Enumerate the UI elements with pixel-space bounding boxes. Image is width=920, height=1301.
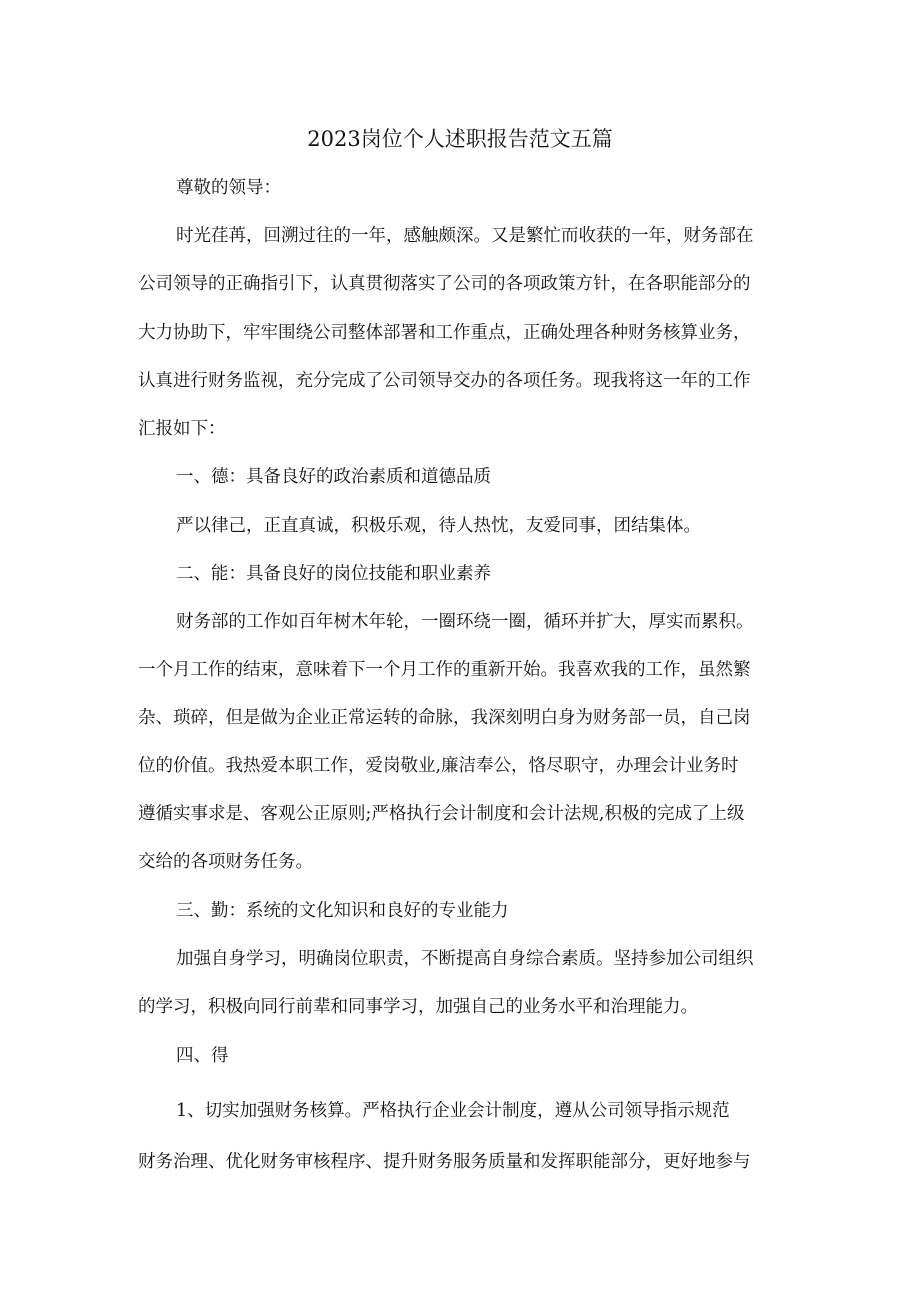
paragraph-line: 杂、琐碎，但是做为企业正常运转的命脉，我深刻明白身为财务部一员，自己岗 <box>138 708 751 728</box>
page-title: 2023岗位个人述职报告范文五篇 <box>307 127 613 151</box>
section-heading: 一、德：具备良好的政治素质和道德品质 <box>176 467 491 487</box>
paragraph-line: 的学习，积极向同行前辈和同事学习，加强自己的业务水平和治理能力。 <box>138 997 698 1017</box>
paragraph-line: 严以律己，正直真诚，积极乐观，待人热忱，友爱同事，团结集体。 <box>176 516 701 536</box>
paragraph-line: 认真进行财务监视，充分完成了公司领导交办的各项任务。现我将这一年的工作 <box>138 371 751 391</box>
salutation: 尊敬的领导： <box>176 178 281 198</box>
paragraph-line: 加强自身学习，明确岗位职责，不断提高自身综合素质。坚持参加公司组织 <box>176 949 754 969</box>
paragraph-line: 公司领导的正确指引下，认真贯彻落实了公司的各项政策方针，在各职能部分的 <box>138 274 751 294</box>
section-heading: 三、勤：系统的文化知识和良好的专业能力 <box>176 901 509 921</box>
paragraph-line: 财务部的工作如百年树木年轮，一圈环绕一圈，循环并扩大，厚实而累积。 <box>176 612 754 632</box>
paragraph-line: 交给的各项财务任务。 <box>138 852 313 872</box>
paragraph-line: 遵循实事求是、客观公正原则;严格执行会计制度和会计法规,积极的完成了上级 <box>138 804 745 824</box>
paragraph-line: 汇报如下： <box>138 419 226 439</box>
paragraph-line: 位的价值。我热爱本职工作，爱岗敬业,廉洁奉公，恪尽职守，办理会计业务时 <box>138 756 739 776</box>
section-heading: 四、得 <box>176 1046 229 1066</box>
paragraph-line: 大力协助下，牢牢围绕公司整体部署和工作重点，正确处理各种财务核算业务， <box>138 323 751 343</box>
paragraph-line: 时光荏苒，回溯过往的一年，感触颇深。又是繁忙而收获的一年，财务部在 <box>176 226 754 246</box>
paragraph-line: 1、切实加强财务核算。严格执行企业会计制度，遵从公司领导指示规范 <box>176 1101 730 1121</box>
paragraph-line: 一个月工作的结束，意味着下一个月工作的重新开始。我喜欢我的工作，虽然繁 <box>138 660 751 680</box>
paragraph-line: 财务治理、优化财务审核程序、提升财务服务质量和发挥职能部分，更好地参与 <box>138 1152 751 1172</box>
section-heading: 二、能：具备良好的岗位技能和职业素养 <box>176 564 491 584</box>
